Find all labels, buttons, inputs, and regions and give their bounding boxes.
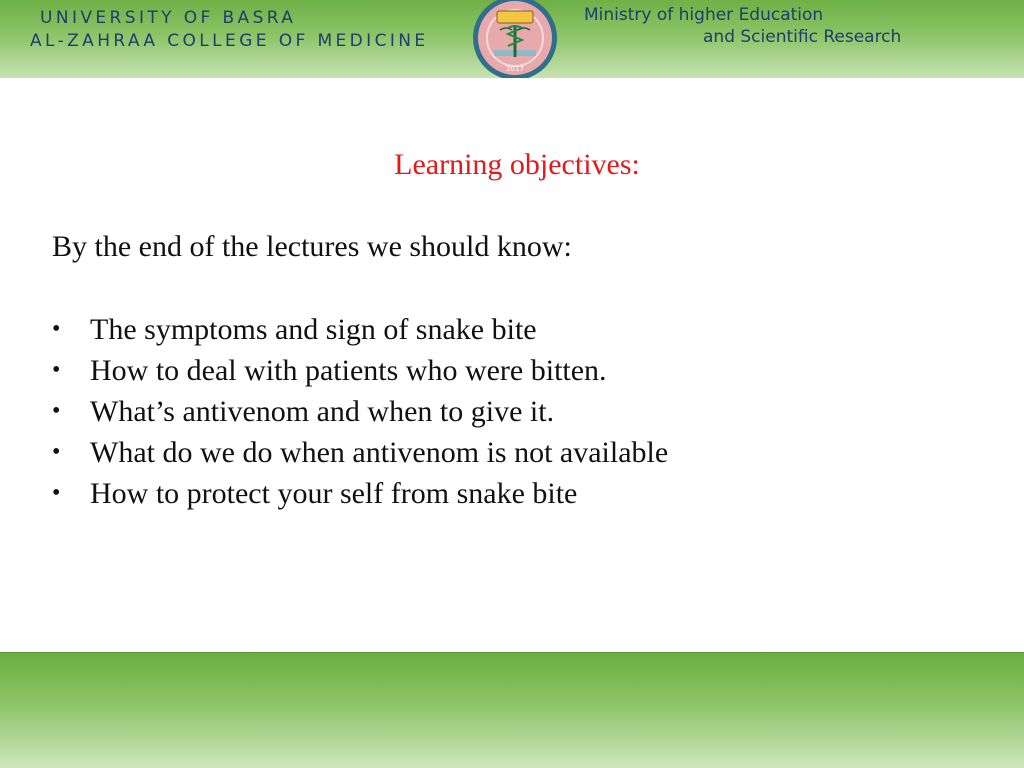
intro-text: By the end of the lectures we should know: <box>52 230 572 263</box>
college-seal-icon <box>470 0 560 78</box>
list-item <box>52 393 668 434</box>
bullet-icon: • <box>52 480 61 506</box>
objective-text: What’s antivenom and when to give it. <box>90 395 555 428</box>
university-name: UNIVERSITY OF BASRA <box>40 8 297 28</box>
college-name: AL-ZAHRAA COLLEGE OF MEDICINE <box>30 31 429 51</box>
list-item <box>52 311 668 352</box>
objective-text: How to protect your self from snake bite <box>90 477 578 510</box>
objective-text: What do we do when antivenom is not available <box>90 436 669 469</box>
objectives-list <box>52 311 668 516</box>
objective-text: The symptoms and sign of snake bite <box>90 313 537 346</box>
list-item <box>52 352 668 393</box>
ministry-name: Ministry of higher Education <box>584 5 824 25</box>
objective-text: How to deal with patients who were bitten. <box>90 354 607 387</box>
slide-title: Learning objectives: <box>394 148 640 181</box>
footer-band <box>0 652 1024 768</box>
ministry-subtitle: and Scientific Research <box>703 27 902 47</box>
logo-year: 2017 <box>506 65 524 73</box>
bullet-icon: • <box>52 316 61 342</box>
list-item <box>52 434 668 475</box>
bullet-icon: • <box>52 398 61 424</box>
bullet-icon: • <box>52 439 61 465</box>
list-item <box>52 475 668 516</box>
bullet-icon: • <box>52 357 61 383</box>
